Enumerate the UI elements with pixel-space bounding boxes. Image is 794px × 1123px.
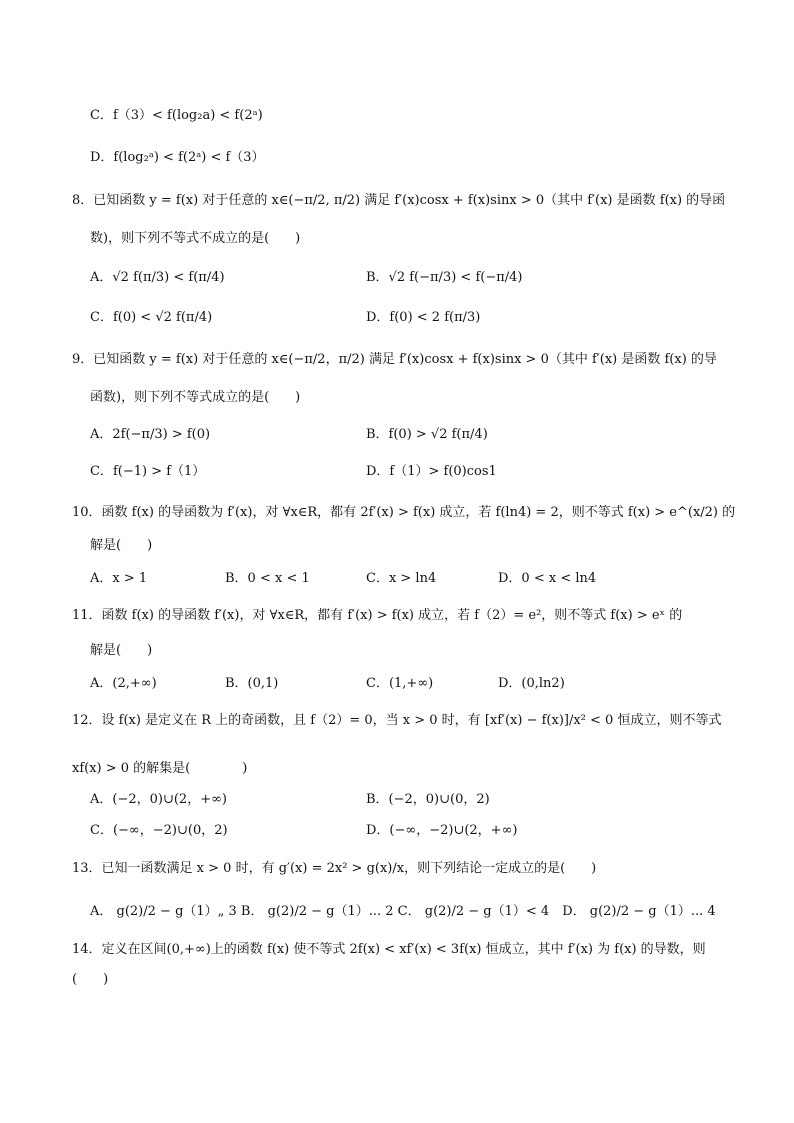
q8-option-a: A．√2 f(π/3) < f(π/4) [90, 270, 225, 285]
q11-option-c: C．(1,+∞) [366, 676, 434, 691]
q12-option-d: D．(−∞，−2)∪(2，+∞) [366, 823, 518, 838]
prev-option-d: D．f(log₂ᵃ) < f(2ᵃ) < f（3） [90, 150, 265, 165]
q12-option-b: B．(−2，0)∪(0，2) [366, 792, 490, 807]
q12-option-c: C．(−∞，−2)∪(0，2) [90, 823, 228, 838]
q8-option-d: D．f(0) < 2 f(π/3) [366, 310, 481, 325]
q8-stem-line2: 数)，则下列不等式不成立的是( ) [90, 231, 301, 246]
q12-option-a: A．(−2，0)∪(2，+∞) [90, 792, 227, 807]
q10-option-d: D．0 < x < ln4 [498, 571, 597, 586]
q8-option-b: B．√2 f(−π/3) < f(−π/4) [366, 270, 523, 285]
q10-option-c: C．x > ln4 [366, 571, 437, 586]
q9-option-c: C．f(−1) > f（1） [90, 464, 206, 479]
q12-stem-line1: 12．设 f(x) 是定义在 R 上的奇函数，且 f（2）= 0，当 x > 0 时，有 [xf′(x) − f(x)]/x² < 0 恒成立，则不等式 [72, 713, 722, 728]
q10-stem-line1: 10．函数 f(x) 的导函数为 f′(x)，对 ∀x∈R，都有 2f′(x) > f(x) 成立，若 f(ln4) = 2，则不等式 f(x) > e^(x/2) 的 [72, 505, 736, 520]
q8-stem-line1: 8．已知函数 y = f(x) 对于任意的 x∈(−π/2, π/2) 满足 f′(x)cosx + f(x)sinx > 0（其中 f′(x) 是函数 f(x) 的导函 [72, 193, 726, 208]
q11-option-a: A．(2,+∞) [90, 676, 157, 691]
q14-stem-line1: 14．定义在区间(0,+∞)上的函数 f(x) 使不等式 2f(x) < xf′(x) < 3f(x) 恒成立，其中 f′(x) 为 f(x) 的导数，则 [72, 942, 706, 957]
q12-stem-line2: xf(x) > 0 的解集是( ) [72, 761, 248, 776]
prev-option-c: C．f（3）< f(log₂a) < f(2ᵃ) [90, 108, 263, 123]
q13-stem-line1: 13．已知一函数满足 x > 0 时，有 g′(x) = 2x² > g(x)/x，则下列结论一定成立的是( ) [72, 861, 597, 876]
q9-option-a: A．2f(−π/3) > f(0) [90, 427, 211, 442]
q11-option-b: B．(0,1) [225, 676, 279, 691]
q11-stem-line1: 11．函数 f(x) 的导函数 f′(x)，对 ∀x∈R，都有 f′(x) > f(x) 成立，若 f（2）= e²，则不等式 f(x) > eˣ 的 [72, 608, 683, 623]
q11-option-d: D．(0,ln2) [498, 676, 565, 691]
q9-stem-line2: 函数)，则下列不等式成立的是( ) [90, 390, 301, 405]
q11-stem-line2: 解是( ) [90, 643, 153, 658]
q14-stem-line2: ( ) [72, 972, 109, 987]
q9-stem-line1: 9．已知函数 y = f(x) 对于任意的 x∈(−π/2，π/2) 满足 f′(x)cosx + f(x)sinx > 0（其中 f′(x) 是函数 f(x) 的导 [72, 352, 717, 367]
q9-option-b: B．f(0) > √2 f(π/4) [366, 427, 488, 442]
q10-option-b: B．0 < x < 1 [225, 571, 310, 586]
q9-option-d: D．f（1）> f(0)cos1 [366, 464, 497, 479]
q8-option-c: C．f(0) < √2 f(π/4) [90, 310, 213, 325]
q10-option-a: A．x > 1 [90, 571, 148, 586]
q10-stem-line2: 解是( ) [90, 538, 153, 553]
q13-options: A． g(2)/2 − g（1）„ 3 B． g(2)/2 − g（1）... 2 C． g(2)/2 − g（1）< 4 D． g(2)/2 − g（1）... 4 [90, 904, 716, 919]
